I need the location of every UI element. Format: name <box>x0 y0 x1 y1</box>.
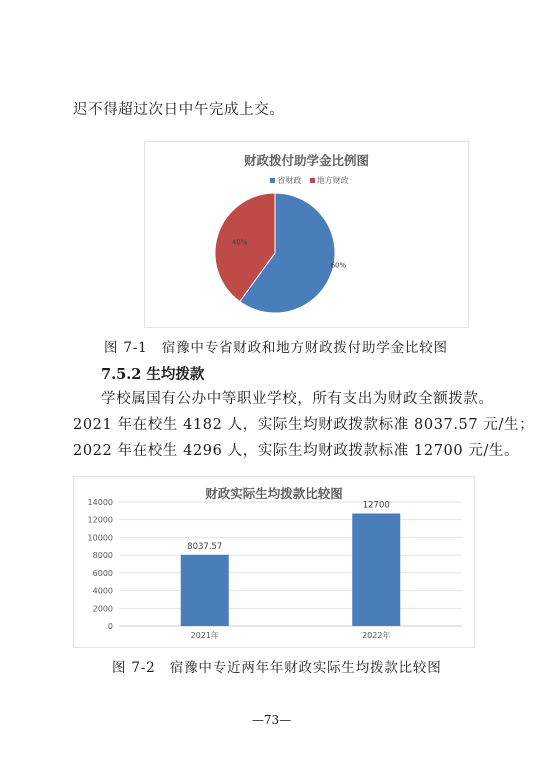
x-tick-label: 2022年 <box>362 631 391 640</box>
pie-data-label: 60% <box>330 261 347 270</box>
bar-chart-panel <box>73 476 475 648</box>
bar <box>352 514 400 626</box>
legend-label-provincial: 省财政 <box>277 176 302 185</box>
paragraph-line: 2022 年在校生 4296 人，实际生均财政拨款标准 12700 元/生。 <box>73 443 520 459</box>
pie-data-label: 40% <box>231 238 248 247</box>
legend-label-local: 地方财政 <box>316 176 349 185</box>
x-tick-label: 2021年 <box>190 631 219 640</box>
bar-data-label: 8037.57 <box>187 541 223 552</box>
page-number: —73— <box>251 713 292 727</box>
pie-chart-svg <box>145 142 468 327</box>
y-tick-label: 2000 <box>92 604 113 614</box>
paragraph-line: 迟不得超过次日中午完成上交。 <box>73 102 285 118</box>
paragraph-line: 学校属国有公办中等职业学校，所有支出为财政全额拨款。 <box>101 391 494 407</box>
pie-chart-panel <box>144 141 469 328</box>
y-tick-label: 8000 <box>92 551 113 561</box>
bar-chart-title: 财政实际生均拨款比较图 <box>205 486 343 501</box>
y-tick-label: 6000 <box>92 568 113 578</box>
y-tick-label: 10000 <box>87 533 113 543</box>
y-tick-label: 14000 <box>87 498 113 507</box>
figure-caption-2: 图 7-2 宿豫中专近两年年财政实际生均拨款比较图 <box>112 660 442 676</box>
y-tick-label: 4000 <box>92 586 113 596</box>
paragraph-line: 2021 年在校生 4182 人，实际生均财政拨款标准 8037.57 元/生； <box>73 417 535 433</box>
bar <box>181 555 229 626</box>
bar-chart-svg <box>74 477 474 647</box>
figure-caption-1: 图 7-1 宿豫中专省财政和地方财政拨付助学金比较图 <box>104 340 448 356</box>
bar-data-label: 12700 <box>362 500 390 511</box>
section-heading: 7.5.2 生均拨款 <box>101 366 205 383</box>
pie-chart-title: 财政拨付助学金比例图 <box>243 153 369 168</box>
y-tick-label: 12000 <box>87 515 113 525</box>
y-tick-label: 0 <box>107 622 113 631</box>
